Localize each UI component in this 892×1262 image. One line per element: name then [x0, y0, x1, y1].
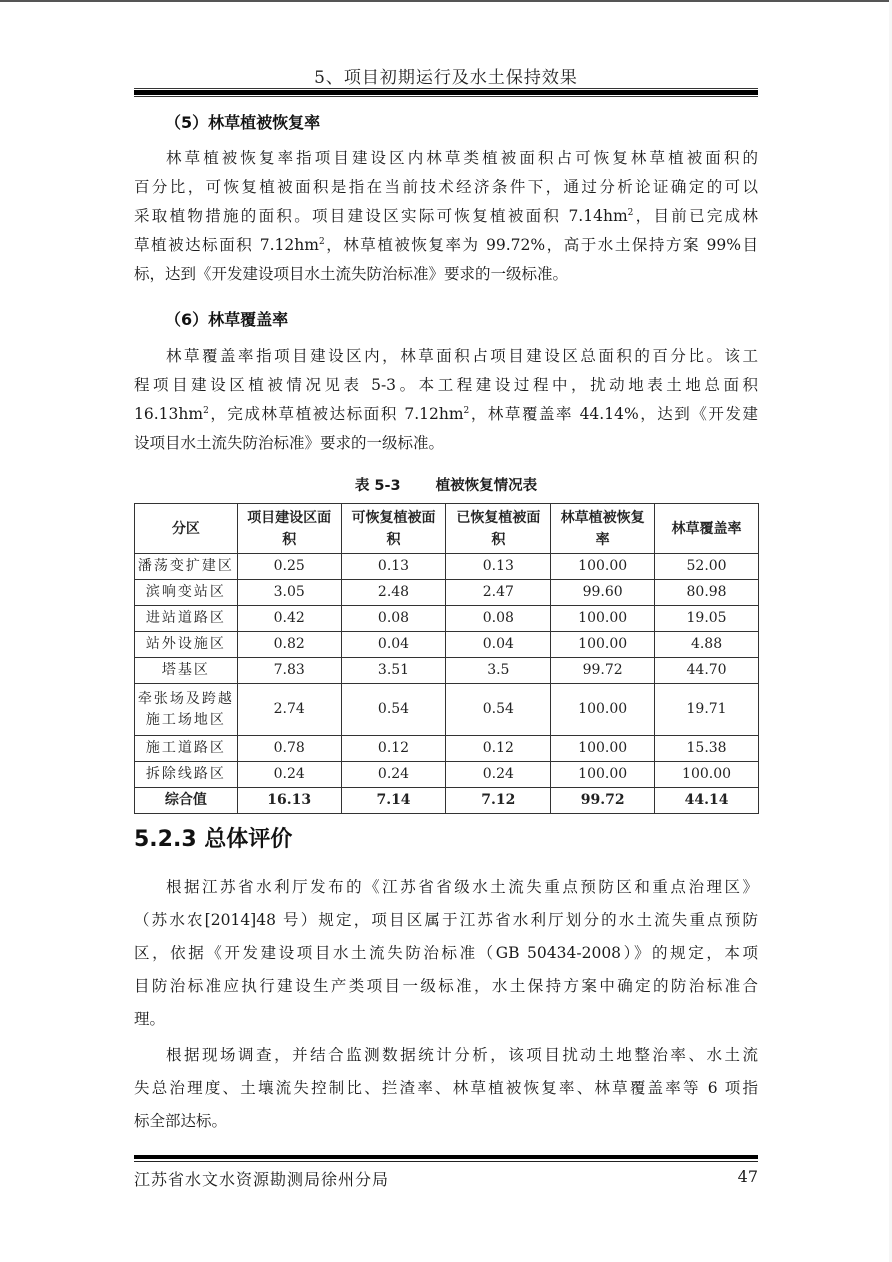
text-line: 失总治理度、土壤流失控制比、拦渣率、林草植被恢复率、林草覆盖率等 6 项指 — [134, 1079, 758, 1097]
table-row — [135, 658, 759, 684]
text-run: 16.13hm — [134, 405, 204, 423]
value-cell: 100.00 — [551, 684, 655, 736]
text-line: 理。 — [134, 1010, 166, 1028]
value-cell: 2.48 — [341, 580, 446, 606]
page-number: 47 — [737, 1167, 758, 1186]
zone-cell — [135, 554, 238, 580]
section-heading-overall-evaluation: 5.2.3 总体评价 — [134, 827, 293, 852]
superscript: 2 — [203, 405, 209, 416]
value-cell: 0.82 — [237, 632, 341, 658]
value-cell: 80.98 — [655, 580, 759, 606]
text-line — [134, 231, 758, 260]
value-cell: 0.13 — [446, 554, 551, 580]
text-line: 目防治标准应执行建设生产类项目一级标准，水土保持方案中确定的防治标准合 — [134, 977, 758, 995]
text-line: 程项目建设区植被情况见表 5-3。本工程建设过程中，扰动地表土地总面积 — [134, 376, 758, 394]
value-cell: 0.54 — [446, 684, 551, 736]
value-cell: 0.24 — [237, 762, 341, 788]
table-caption-number: 表 5-3 — [354, 478, 401, 494]
value-cell: 4.88 — [655, 632, 759, 658]
text-line: 根据现场调查，并结合监测数据统计分析，该项目扰动土地整治率、水土流 — [166, 1046, 758, 1064]
value-cell: 0.25 — [237, 554, 341, 580]
column-header — [446, 504, 551, 554]
value-cell: 100.00 — [655, 762, 759, 788]
superscript: 2 — [627, 207, 634, 218]
text-line: 林草覆盖率指项目建设区内，林草面积占项目建设区总面积的百分比。该工 — [166, 347, 758, 365]
paragraph-standards-basis — [134, 871, 758, 1036]
zone-cell — [135, 762, 238, 788]
column-header-text: 积 — [282, 531, 297, 548]
zone-cell — [135, 632, 238, 658]
value-cell: 99.60 — [551, 580, 655, 606]
table-row — [135, 684, 759, 736]
zone-name: 潘荡变扩建区 — [137, 558, 234, 574]
superscript: 2 — [318, 236, 325, 247]
page-top-border — [0, 0, 892, 2]
table-caption-title: 植被恢复情况表 — [435, 478, 538, 494]
value-cell: 2.74 — [237, 684, 341, 736]
value-cell: 0.42 — [237, 606, 341, 632]
total-value-cell: 7.12 — [446, 788, 551, 814]
paragraph-vegetation-recovery — [134, 144, 758, 289]
table-header-row — [135, 504, 759, 554]
value-cell: 0.04 — [446, 632, 551, 658]
text-line: 根据江苏省水利厅发布的《江苏省省级水土流失重点预防区和重点治理区》 — [166, 878, 758, 896]
value-cell: 52.00 — [655, 554, 759, 580]
total-value-cell: 99.72 — [551, 788, 655, 814]
paragraph-indicators-met — [134, 1039, 758, 1138]
value-cell: 99.72 — [551, 658, 655, 684]
value-cell: 15.38 — [655, 736, 759, 762]
value-cell: 100.00 — [551, 632, 655, 658]
zone-name: 站外设施区 — [145, 636, 226, 652]
column-header — [341, 504, 446, 554]
text-line: 区，依据《开发建设项目水土流失防治标准（GB 50434-2008）》的规定，本项 — [134, 944, 758, 962]
column-header-text: 林草覆盖率 — [671, 520, 742, 537]
column-header — [135, 504, 238, 554]
value-cell: 3.05 — [237, 580, 341, 606]
column-header-text: 项目建设区面 — [247, 509, 332, 526]
zone-cell — [135, 580, 238, 606]
column-header-text: 分区 — [171, 520, 200, 537]
column-header-text: 林草植被恢复 — [560, 509, 645, 526]
table-row — [135, 762, 759, 788]
value-cell: 0.08 — [446, 606, 551, 632]
text-run: ，目前已完成林 — [633, 207, 758, 225]
subsection-heading-vegetation-coverage: （6）林草覆盖率 — [165, 310, 289, 329]
zone-cell — [135, 736, 238, 762]
header-rule-thin-top — [134, 88, 758, 89]
text-run: 草植被达标面积 7.12hm — [134, 236, 319, 254]
text-line: 林草植被恢复率指项目建设区内林草类植被面积占可恢复林草植被面积的 — [166, 149, 758, 167]
text-run: ，林草覆盖率 44.14%，达到《开发建 — [469, 405, 758, 423]
zone-name: 拆除线路区 — [145, 766, 226, 782]
footer-rule-thick — [134, 1155, 758, 1159]
value-cell: 100.00 — [551, 606, 655, 632]
value-cell: 0.12 — [341, 736, 446, 762]
value-cell: 19.71 — [655, 684, 759, 736]
value-cell: 3.51 — [341, 658, 446, 684]
zone-name: 施工道路区 — [145, 740, 226, 756]
value-cell: 100.00 — [551, 736, 655, 762]
subsection-heading-vegetation-recovery: （5）林草植被恢复率 — [165, 113, 321, 132]
value-cell: 2.47 — [446, 580, 551, 606]
text-run: ，林草植被恢复率为 99.72%，高于水土保持方案 99%目 — [324, 236, 758, 254]
value-cell: 3.5 — [446, 658, 551, 684]
table-total-row — [135, 788, 759, 814]
column-header — [237, 504, 341, 554]
column-header — [655, 504, 759, 554]
value-cell: 0.78 — [237, 736, 341, 762]
total-value-cell: 16.13 — [237, 788, 341, 814]
value-cell: 0.24 — [446, 762, 551, 788]
zone-name: 施工场地区 — [145, 711, 226, 728]
text-line: 标，达到《开发建设项目水土流失防治标准》要求的一级标准。 — [134, 265, 569, 283]
text-line — [134, 202, 758, 231]
footer-rule-thin — [134, 1161, 758, 1162]
text-line: 百分比，可恢复植被面积是指在当前技术经济条件下，通过分析论证确定的可以 — [134, 178, 758, 196]
value-cell: 7.83 — [237, 658, 341, 684]
zone-cell — [135, 684, 238, 736]
column-header-text: 率 — [595, 531, 610, 548]
value-cell: 0.13 — [341, 554, 446, 580]
footer-organization: 江苏省水文水资源勘测局徐州分局 — [134, 1170, 390, 1189]
superscript: 2 — [463, 405, 470, 416]
value-cell: 0.54 — [341, 684, 446, 736]
value-cell: 100.00 — [551, 554, 655, 580]
text-line — [134, 400, 758, 429]
text-line: 设项目水土流失防治标准》要求的一级标准。 — [134, 434, 445, 452]
column-header-text: 已恢复植被面 — [456, 509, 541, 526]
value-cell: 0.12 — [446, 736, 551, 762]
table-caption — [134, 474, 758, 495]
zone-name: 滨响变站区 — [145, 584, 226, 600]
text-run: 采取植物措施的面积。项目建设区实际可恢复植被面积 7.14hm — [134, 207, 628, 225]
zone-cell — [135, 606, 238, 632]
value-cell: 44.70 — [655, 658, 759, 684]
zone-name: 进站道路区 — [145, 610, 226, 626]
table-row — [135, 554, 759, 580]
column-header-text: 可恢复植被面 — [351, 509, 436, 526]
zone-name: 牵张场及跨越 — [137, 690, 234, 707]
running-header-title: 5、项目初期运行及水土保持效果 — [314, 68, 578, 88]
text-line: （苏水农[2014]48 号）规定，项目区属于江苏省水利厅划分的水土流失重点预防 — [134, 911, 758, 929]
zone-cell — [135, 658, 238, 684]
table-row — [135, 736, 759, 762]
table-row — [135, 580, 759, 606]
header-rule-thin-bottom — [134, 96, 758, 97]
zone-name: 塔基区 — [161, 662, 210, 678]
column-header-text: 积 — [491, 531, 506, 548]
column-header-text: 积 — [386, 531, 401, 548]
table-row — [135, 632, 759, 658]
column-header — [551, 504, 655, 554]
paragraph-vegetation-coverage — [134, 342, 758, 458]
value-cell: 0.04 — [341, 632, 446, 658]
value-cell: 0.08 — [341, 606, 446, 632]
value-cell: 100.00 — [551, 762, 655, 788]
table-row — [135, 606, 759, 632]
vegetation-recovery-table — [134, 503, 759, 814]
total-value-cell: 44.14 — [655, 788, 759, 814]
total-label: 综合值 — [135, 788, 238, 814]
value-cell: 19.05 — [655, 606, 759, 632]
total-value-cell: 7.14 — [341, 788, 446, 814]
header-rule-thick — [134, 90, 758, 95]
text-line: 标全部达标。 — [134, 1112, 228, 1130]
value-cell: 0.24 — [341, 762, 446, 788]
text-run: ，完成林草植被达标面积 7.12hm — [208, 405, 464, 423]
